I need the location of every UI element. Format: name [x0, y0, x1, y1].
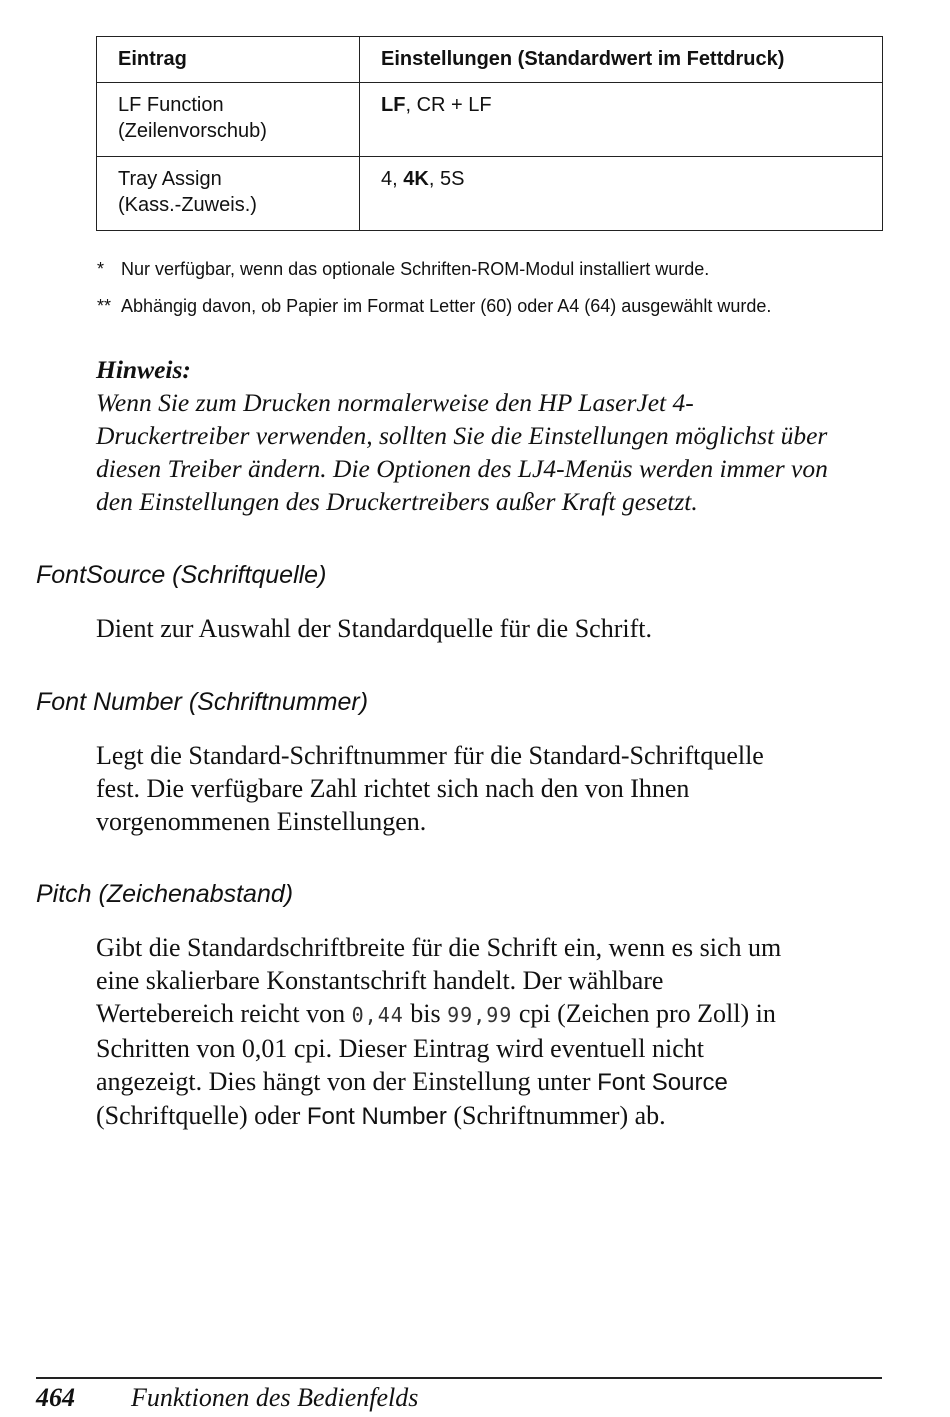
text-run: angezeigt. Dies hängt von der Einstellung unter: [96, 1067, 598, 1096]
note-line: Wenn Sie zum Drucken normalerweise den HP LaserJet 4-: [96, 388, 694, 417]
settings-cell: [360, 83, 883, 157]
body-line: Legt die Standard-Schriftnummer für die Standard-Schriftquelle: [96, 741, 764, 770]
lcd-min-value: 0,44: [351, 1003, 404, 1027]
note-line: den Einstellungen des Druckertreibers außer Kraft gesetzt.: [96, 487, 698, 516]
entry-cell: [97, 157, 360, 231]
body-line: Dient zur Auswahl der Standardquelle für die Schrift.: [96, 614, 652, 643]
body-line: fest. Die verfügbare Zahl richtet sich nach den von Ihnen: [96, 774, 690, 803]
body-line: [96, 1065, 896, 1099]
chapter-title: Funktionen des Bedienfelds: [131, 1383, 419, 1412]
option-values: CR + LF: [416, 94, 492, 116]
ui-term-font-source: Font Source: [597, 1069, 728, 1096]
entry-name: LF Function: [118, 94, 224, 116]
default-value: 4K: [403, 168, 429, 190]
text-run: bis: [403, 999, 448, 1028]
footnote-text: Abhängig davon, ob Papier im Format Letter (60) oder A4 (64) ausgewählt wurde.: [121, 296, 772, 316]
column-header-settings: Einstellungen (Standardwert im Fettdruck): [360, 37, 883, 83]
settings-table: [96, 36, 883, 231]
section-body-fontsource: [96, 612, 896, 645]
option-values: , 5S: [428, 168, 465, 190]
note-line: diesen Treiber ändern. Die Optionen des LJ4-Menüs werden immer von: [96, 454, 828, 483]
entry-translation: (Kass.-Zuweis.): [118, 194, 257, 216]
footer-rule: [36, 1377, 882, 1379]
body-line: vorgenommenen Einstellungen.: [96, 807, 427, 836]
default-value: LF: [381, 94, 406, 116]
entry-name: Tray Assign: [118, 168, 222, 190]
table-header-row: [97, 37, 883, 83]
section-heading-fontnumber: Font Number (Schriftnummer): [36, 688, 369, 716]
note-line: Druckertreiber verwenden, sollten Sie die Einstellungen möglichst über: [96, 421, 828, 450]
section-body-pitch: [96, 931, 896, 1133]
text-run: (Schriftnummer) ab.: [446, 1101, 666, 1130]
option-values: 4,: [381, 168, 404, 190]
page-number: 464: [36, 1383, 75, 1412]
section-body-fontnumber: [96, 739, 896, 838]
text-run: cpi (Zeichen pro Zoll) in: [512, 999, 776, 1028]
text-run: (Schriftquelle) oder: [96, 1101, 307, 1130]
column-header-entry: Eintrag: [97, 37, 360, 83]
footnote: [97, 296, 771, 317]
body-line: Gibt die Standardschriftbreite für die Schrift ein, wenn es sich um: [96, 933, 782, 962]
entry-translation: (Zeilenvorschub): [118, 120, 267, 142]
note-title: Hinweis:: [96, 355, 191, 384]
table-row: [97, 157, 883, 231]
note-block: [96, 353, 896, 518]
settings-cell: [360, 157, 883, 231]
body-line: [96, 997, 896, 1032]
footnote-mark: *: [97, 259, 105, 279]
body-line: eine skalierbare Konstantschrift handelt. Der wählbare: [96, 966, 664, 995]
ui-term-font-number: Font Number: [306, 1103, 447, 1130]
section-heading-pitch: Pitch (Zeichenabstand): [36, 880, 294, 908]
footnote: [97, 259, 709, 280]
footnote-mark: **: [97, 296, 112, 316]
text-run: Wertebereich reicht von: [96, 999, 352, 1028]
footnote-text: Nur verfügbar, wenn das optionale Schriften-ROM-Modul installiert wurde.: [121, 259, 710, 279]
body-line: [96, 1099, 896, 1133]
body-line: Schritten von 0,01 cpi. Dieser Eintrag wird eventuell nicht: [96, 1034, 704, 1063]
entry-cell: [97, 83, 360, 157]
section-heading-fontsource: FontSource (Schriftquelle): [36, 561, 327, 589]
lcd-max-value: 99,99: [447, 1003, 513, 1027]
value-separator: ,: [405, 94, 417, 116]
table-row: [97, 83, 883, 157]
